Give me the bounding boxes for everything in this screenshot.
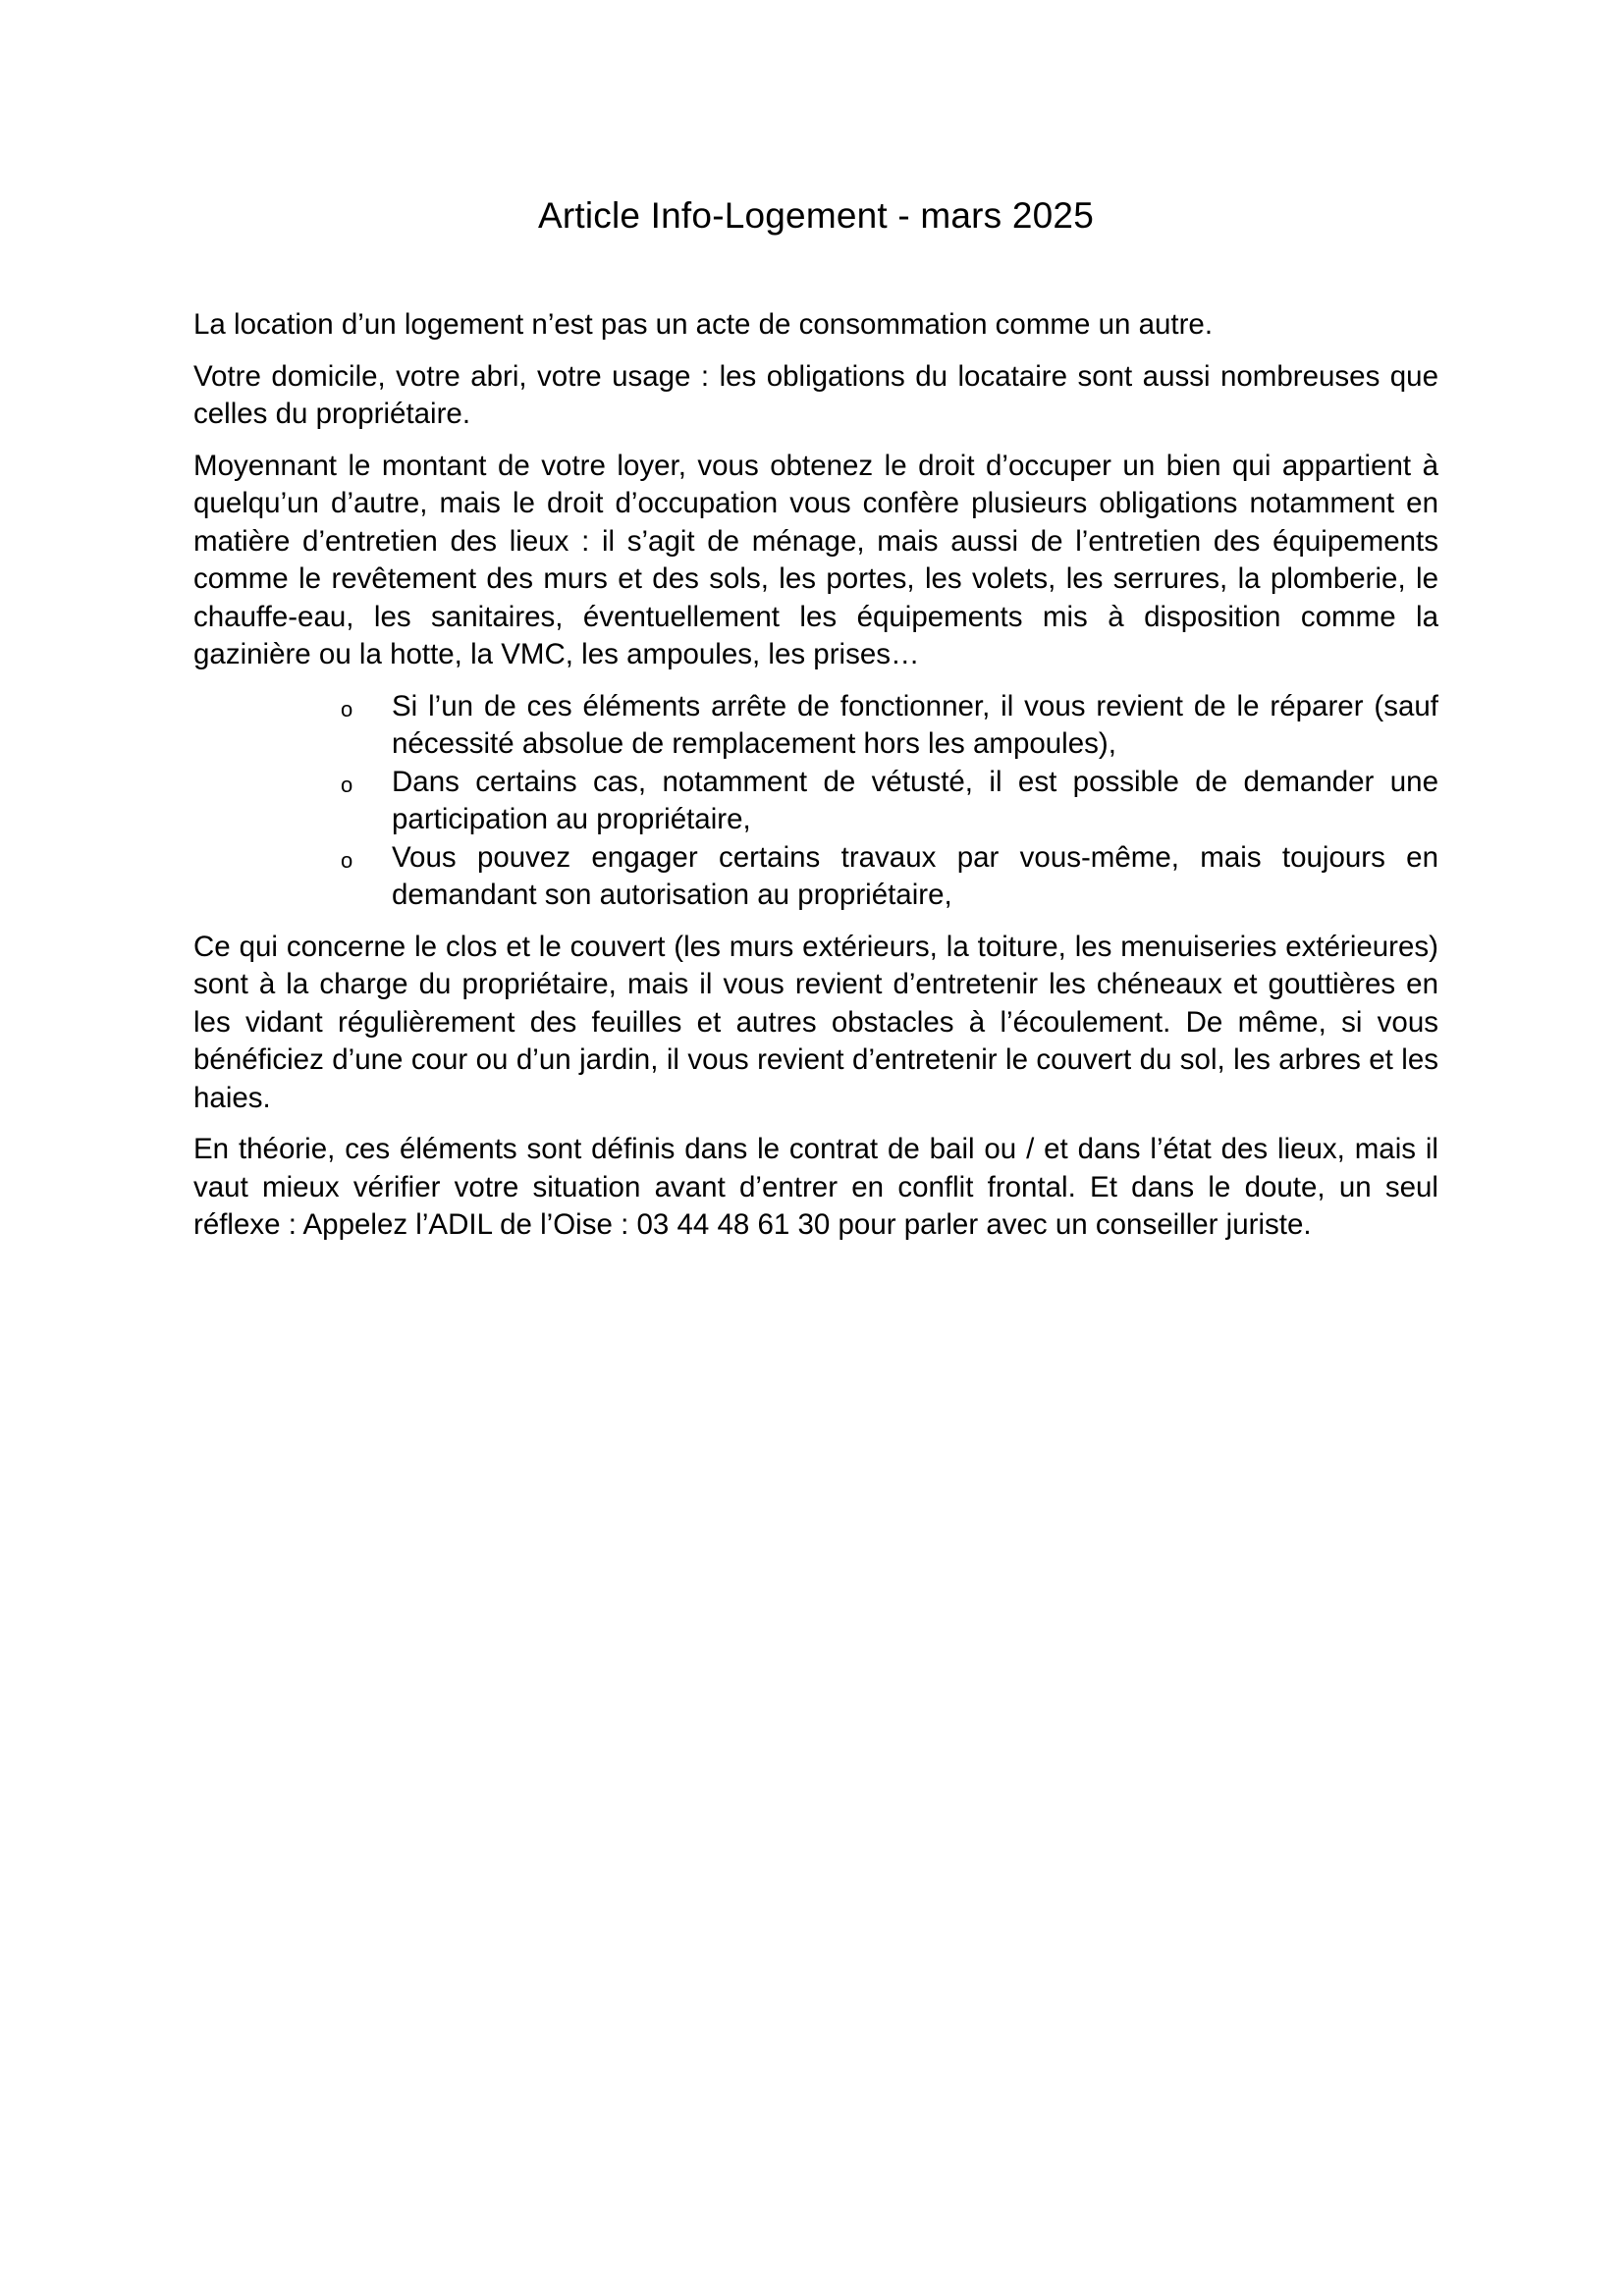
intro-paragraph: La location d’un logement n’est pas un acte de consommation comme un autre. (193, 308, 1214, 341)
list-item-text: Dans certains cas, notamment de vétusté, il est possible de demander une participation au propriétaire, (392, 765, 1438, 835)
clos-couvert-paragraph: Ce qui concerne le clos et le couvert (les murs extérieurs, la toiture, les menuiseries extérieures) sont à la charge du propriétaire, mais il vous revient d’entretenir les chéneaux et gouttières en les vidant régulièrement des feuilles et autres obstacles à l’écoulement. De même, si vous bénéficiez d’une cour ou d’un jardin, il vous revient d’entretenir le couvert du sol, les arbres et les haies. (193, 930, 1438, 1114)
list-item-text: Si l’un de ces éléments arrête de fonctionner, il vous revient de le réparer (sauf nécessité absolue de remplacement hors les ampoules), (392, 689, 1438, 760)
document-page (193, 187, 1438, 1258)
maintenance-paragraph: Moyennant le montant de votre loyer, vous obtenez le droit d’occuper un bien qui appartient à quelqu’un d’autre, mais le droit d’occupation vous confère plusieurs obligations notamment en matière d’entretien des lieux : il s’agit de ménage, mais aussi de l’entretien des équipements comme le revêtement des murs et des sols, les portes, les volets, les serrures, la plomberie, le chauffe-eau, les sanitaires, éventuellement les équipements mis à disposition comme la gazinière ou la hotte, la VMC, les ampoules, les prises… (193, 449, 1438, 670)
circle-bullet-icon: o (341, 847, 353, 873)
list-item-text: Vous pouvez engager certains travaux par vous-même, mais toujours en demandant son autorisation au propriétaire, (392, 840, 1438, 911)
list-item (193, 764, 1438, 839)
document-title: Article Info-Logement - mars 2025 (538, 195, 1094, 236)
obligations-paragraph: Votre domicile, votre abri, votre usage : les obligations du locataire sont aussi nombreuses que celles du propriétaire. (193, 359, 1438, 430)
list-item (193, 839, 1438, 915)
obligations-list (193, 688, 1438, 915)
circle-bullet-icon: o (341, 696, 353, 721)
list-item (193, 688, 1438, 764)
circle-bullet-icon: o (341, 772, 353, 797)
conclusion-paragraph: En théorie, ces éléments sont définis dans le contrat de bail ou / et dans l’état des lieux, mais il vaut mieux vérifier votre situation avant d’entrer en conflit frontal. Et dans le doute, un seul réflexe : Appelez l’ADIL de l’Oise : 03 44 48 61 30 pour parler avec un conseiller juriste. (193, 1133, 1438, 1241)
